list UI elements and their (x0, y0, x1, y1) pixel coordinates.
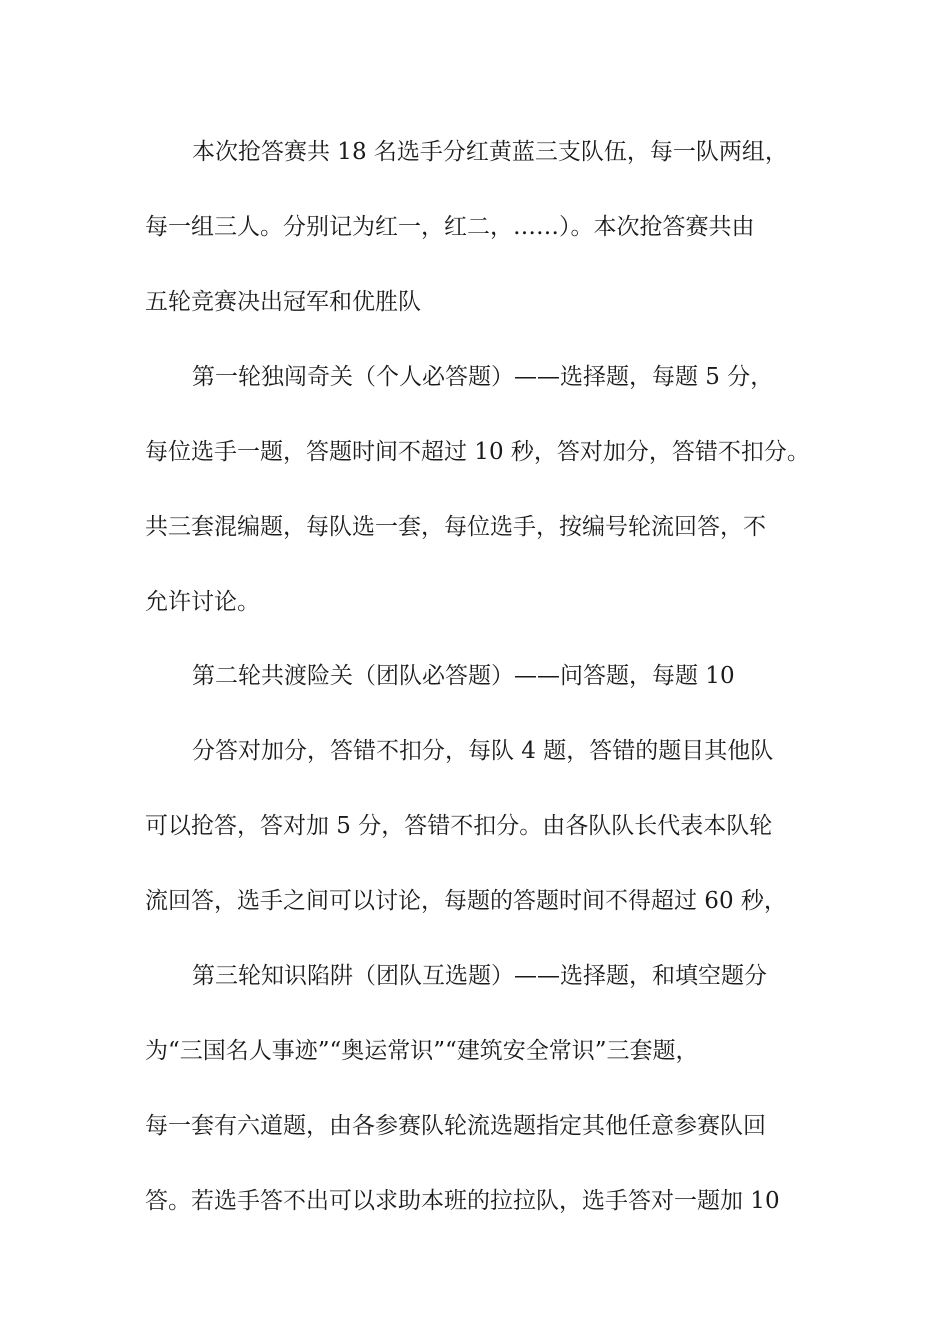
paragraph-line: 每位选手一题，答题时间不超过 10 秒，答对加分，答错不扣分。 (145, 439, 810, 465)
paragraph-line: 五轮竞赛决出冠军和优胜队 (145, 289, 421, 315)
paragraph-line: 流回答，选手之间可以讨论，每题的答题时间不得超过 60 秒， (145, 888, 787, 914)
paragraph-line: 可以抢答，答对加 5 分，答错不扣分。由各队队长代表本队轮 (145, 813, 773, 839)
paragraph-line: 共三套混编题，每队选一套，每位选手，按编号轮流回答，不 (145, 514, 766, 540)
paragraph-line: 第一轮独闯奇关（个人必答题）——选择题，每题 5 分， (192, 364, 774, 390)
paragraph-line: 每一套有六道题，由各参赛队轮流选题指定其他任意参赛队回 (145, 1113, 766, 1139)
paragraph-line: 第三轮知识陷阱（团队互选题）——选择题，和填空题分 (192, 963, 767, 989)
paragraph-line: 答。若选手答不出可以求助本班的拉拉队，选手答对一题加 10 (145, 1188, 780, 1214)
paragraph-line: 每一组三人。分别记为红一，红二，……）。本次抢答赛共由 (145, 214, 755, 240)
paragraph-line: 允许讨论。 (145, 589, 260, 615)
paragraph-line: 本次抢答赛共 18 名选手分红黄蓝三支队伍，每一队两组， (192, 139, 788, 165)
paragraph-line: 为“三国名人事迹”“奥运常识”“建筑安全常识”三套题， (145, 1038, 699, 1064)
paragraph-line: 第二轮共渡险关（团队必答题）——问答题，每题 10 (192, 663, 735, 689)
paragraph-line: 分答对加分，答错不扣分，每队 4 题，答错的题目其他队 (192, 738, 774, 764)
